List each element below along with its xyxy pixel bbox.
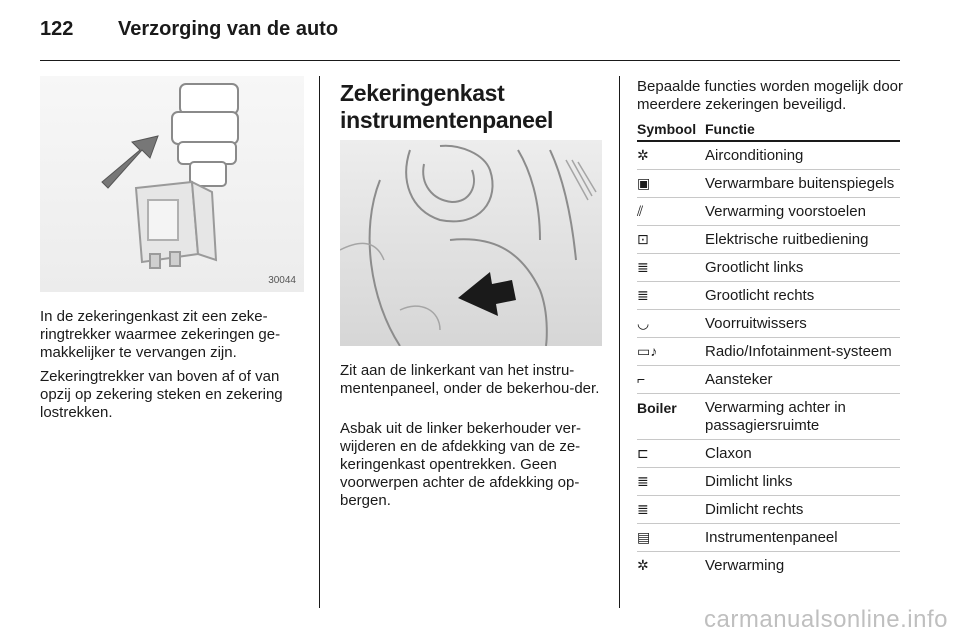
- row-function: Claxon: [705, 445, 752, 462]
- table-row: [637, 524, 900, 552]
- table-row: [637, 552, 900, 579]
- instrument-panel-icon: ▤: [637, 529, 651, 545]
- page-number: 122: [40, 18, 74, 40]
- table-row: [637, 394, 900, 440]
- page-title: Verzorging van de auto: [118, 18, 339, 40]
- row-function: Airconditioning: [705, 147, 804, 164]
- table-row: [637, 366, 900, 394]
- row-function: Voorruitwissers: [705, 315, 807, 332]
- column-divider: [619, 76, 620, 608]
- table-row: [637, 496, 900, 524]
- high-beam-icon: ≣: [637, 259, 649, 275]
- page-header: [40, 14, 900, 60]
- table-row: [637, 310, 900, 338]
- row-function: Verwarming achter in passagiersruimte: [705, 399, 846, 434]
- power-window-icon: ⊡: [637, 231, 649, 247]
- high-beam-icon: ≣: [637, 287, 649, 303]
- row-function: Instrumentenpaneel: [705, 529, 838, 546]
- section-title: Zekeringenkast instrumentenpaneel: [340, 80, 554, 133]
- row-function: Verwarming: [705, 557, 785, 574]
- left-paragraph-1: In de zekeringenkast zit een zeke-ringtrekker waarmee zekeringen ge-makkelijker te vervangen zijn.: [40, 308, 281, 361]
- row-function: Aansteker: [705, 371, 773, 388]
- table-row: [637, 440, 900, 468]
- fuse-puller-illustration: [40, 76, 304, 292]
- fusebox-location-illustration: [340, 140, 602, 346]
- heating-icon: ✲: [637, 557, 649, 573]
- low-beam-icon: ≣: [637, 473, 649, 489]
- header-symbol: Symbool: [637, 121, 697, 137]
- row-function: Dimlicht rechts: [705, 501, 804, 518]
- air-conditioning-icon: ✲: [637, 147, 649, 163]
- fuse-puller-drawing: [40, 76, 304, 292]
- middle-paragraph-1: Zit aan de linkerkant van het instru-mentenpaneel, onder de bekerhou-der.: [340, 362, 600, 397]
- table-row: [637, 282, 900, 310]
- row-function: Grootlicht rechts: [705, 287, 815, 304]
- table-header: [637, 118, 900, 142]
- column-divider: [319, 76, 320, 608]
- right-intro: Bepaalde functies worden mogelijk door meerdere zekeringen beveiligd.: [637, 78, 903, 113]
- low-beam-icon: ≣: [637, 501, 649, 517]
- row-function: Verwarming voorstoelen: [705, 203, 866, 220]
- middle-paragraph-2: Asbak uit de linker bekerhouder ver-wijderen en de afdekking van de ze-keringenkast opentrekken. Geen voorwerpen achter de afdekking op-bergen.: [340, 420, 581, 509]
- row-function: Dimlicht links: [705, 473, 793, 490]
- row-function: Verwarmbare buitenspiegels: [705, 175, 895, 192]
- table-row: [637, 170, 900, 198]
- horn-icon: ⊏: [637, 445, 649, 461]
- table-row: [637, 468, 900, 496]
- fuse-table: [637, 118, 900, 579]
- table-row: [637, 226, 900, 254]
- fusebox-location-drawing: [340, 140, 602, 346]
- row-function: Grootlicht links: [705, 259, 804, 276]
- row-function: Radio/Infotainment-systeem: [705, 343, 892, 360]
- left-paragraph-2: Zekeringtrekker van boven af of van opzij op zekering steken en zekering lostrekken.: [40, 368, 283, 421]
- header-function: Functie: [705, 121, 755, 137]
- figure-number: 30044: [268, 275, 296, 286]
- header-rule: [40, 60, 900, 61]
- watermark: carmanualsonline.info: [704, 606, 948, 633]
- table-row: [637, 338, 900, 366]
- table-row: [637, 198, 900, 226]
- seat-heating-icon: ⫽: [637, 203, 644, 219]
- row-function: Elektrische ruitbediening: [705, 231, 869, 248]
- heated-mirror-icon: ▣: [637, 175, 651, 191]
- table-row: [637, 254, 900, 282]
- boiler-label: Boiler: [637, 400, 677, 416]
- wiper-icon: ◡: [637, 315, 650, 331]
- cigarette-lighter-icon: ⌐: [637, 371, 646, 387]
- table-row: [637, 142, 900, 170]
- radio-icon: ▭♪: [637, 343, 658, 359]
